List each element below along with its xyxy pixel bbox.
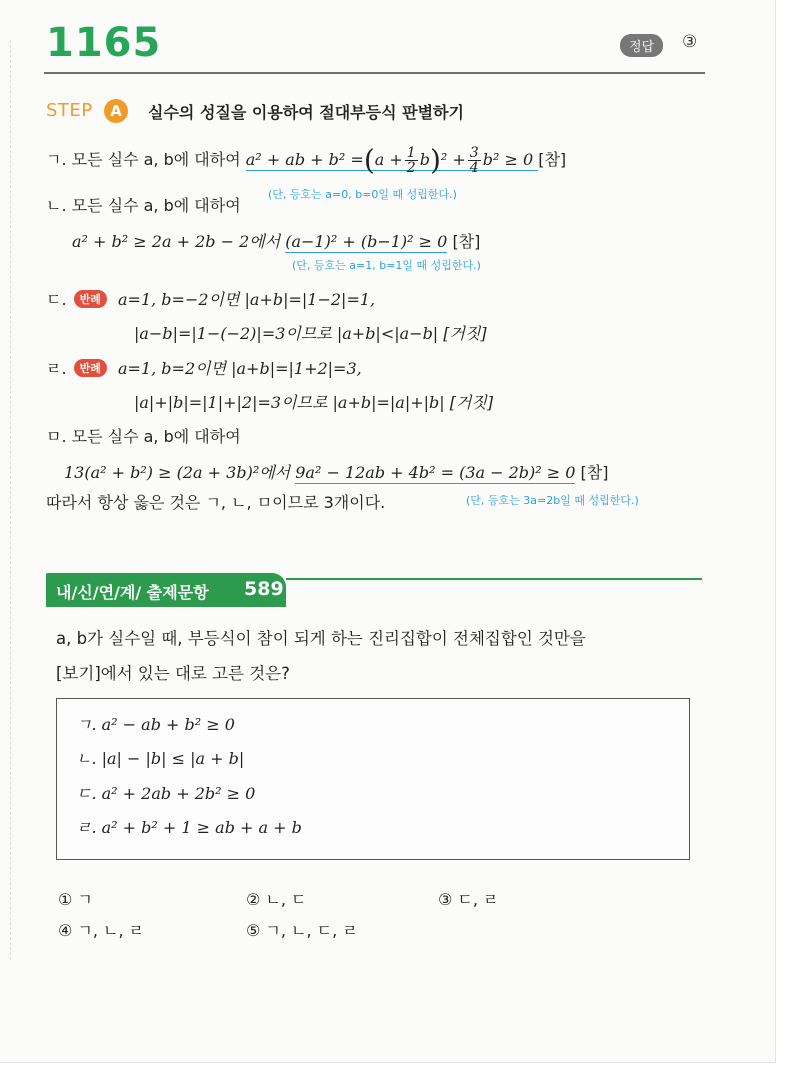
line1-tag: [참] <box>538 150 567 169</box>
section-divider <box>286 578 702 580</box>
box-item: ㄷ. a² + 2ab + 2b² ≥ 0 <box>76 784 256 803</box>
question-line-2: [보기]에서 있는 대로 고른 것은? <box>56 664 290 683</box>
question-line-1: a, b가 실수일 때, 부등식이 참이 되게 하는 진리집합이 전체집합인 것만을 <box>56 629 586 648</box>
step-label: STEP <box>46 100 93 121</box>
solution-line-2: ㄴ. 모든 실수 a, b에 대하여 <box>46 196 241 215</box>
choice-2[interactable]: ② ㄴ, ㄷ <box>246 890 307 909</box>
line9-underlined-math: 9a² − 12ab + 4b² = (3a − 2b)² ≥ 0 <box>295 463 576 482</box>
line3-note: (단, 등호는 a=1, b=1일 때 성립한다.) <box>292 259 481 272</box>
problem-number: 1165 <box>46 20 162 66</box>
answer-label-badge: 정답 <box>620 34 663 57</box>
solution-line-8: ㅁ. 모든 실수 a, b에 대하여 <box>46 427 241 446</box>
line10-note: (단, 등호는 3a=2b일 때 성립한다.) <box>466 494 639 507</box>
line3-underlined-math: (a−1)² + (b−1)² ≥ 0 <box>285 232 448 251</box>
box-item: ㄱ. a² − ab + b² ≥ 0 <box>76 715 235 734</box>
solution-line-4: ㄷ. 반례 a=1, b=−2이면 |a+b|=|1−2|=1, <box>46 290 376 309</box>
choice-5[interactable]: ⑤ ㄱ, ㄴ, ㄷ, ㄹ <box>246 921 358 940</box>
choice-4[interactable]: ④ ㄱ, ㄴ, ㄹ <box>58 921 145 940</box>
section-number: 589 <box>244 578 284 600</box>
solution-line-9: 13(a² + b²) ≥ (2a + 3b)²에서 9a² − 12ab + 4b² = (3a − 2b)² ≥ 0 [참] <box>64 463 609 482</box>
fraction-3-4: $\frac{3}{4}$ <box>469 145 479 176</box>
box-item: ㄴ. |a| − |b| ≤ |a + b| <box>76 749 245 768</box>
section-title: 내/신/연/계/ 출제문항 <box>56 583 209 602</box>
counterexample-badge: 반례 <box>74 290 107 308</box>
solution-line-1 <box>46 143 567 177</box>
solution-line-6: ㄹ. 반례 a=1, b=2이면 |a+b|=|1+2|=3, <box>46 359 362 378</box>
header-divider <box>44 72 705 74</box>
solution-line-7: |a|+|b|=|1|+|2|=3이므로 |a+b|=|a|+|b| [거짓] <box>134 393 494 412</box>
step-badge: A <box>104 99 128 123</box>
choice-3[interactable]: ③ ㄷ, ㄹ <box>438 890 499 909</box>
counterexample-badge: 반례 <box>74 359 107 377</box>
solution-line-5: |a−b|=|1−(−2)|=3이므로 |a+b|<|a−b| [거짓] <box>134 324 487 343</box>
left-margin-guide <box>10 40 11 960</box>
line1-prefix: ㄱ. 모든 실수 a, b에 대하여 <box>46 150 241 169</box>
fraction-1-2: $\frac{1}{2}$ <box>406 145 416 176</box>
answer-value: ③ <box>682 32 698 52</box>
line2-note: (단, 등호는 a=0, b=0일 때 성립한다.) <box>268 188 457 201</box>
box-item: ㄹ. a² + b² + 1 ≥ ab + a + b <box>76 818 302 837</box>
choice-1[interactable]: ① ㄱ <box>58 890 93 909</box>
step-title: 실수의 성질을 이용하여 절대부등식 판별하기 <box>148 103 464 122</box>
solution-conclusion: 따라서 항상 옳은 것은 ㄱ, ㄴ, ㅁ이므로 3개이다. <box>46 493 386 512</box>
line1-underlined-math: a² + ab + b² =(a + $\frac{1}{2}$ b)² + $\frac{3}{4}$ b² ≥ 0 <box>246 150 538 171</box>
solution-line-3: a² + b² ≥ 2a + 2b − 2에서 (a−1)² + (b−1)² ≥ 0 [참] <box>72 232 481 251</box>
